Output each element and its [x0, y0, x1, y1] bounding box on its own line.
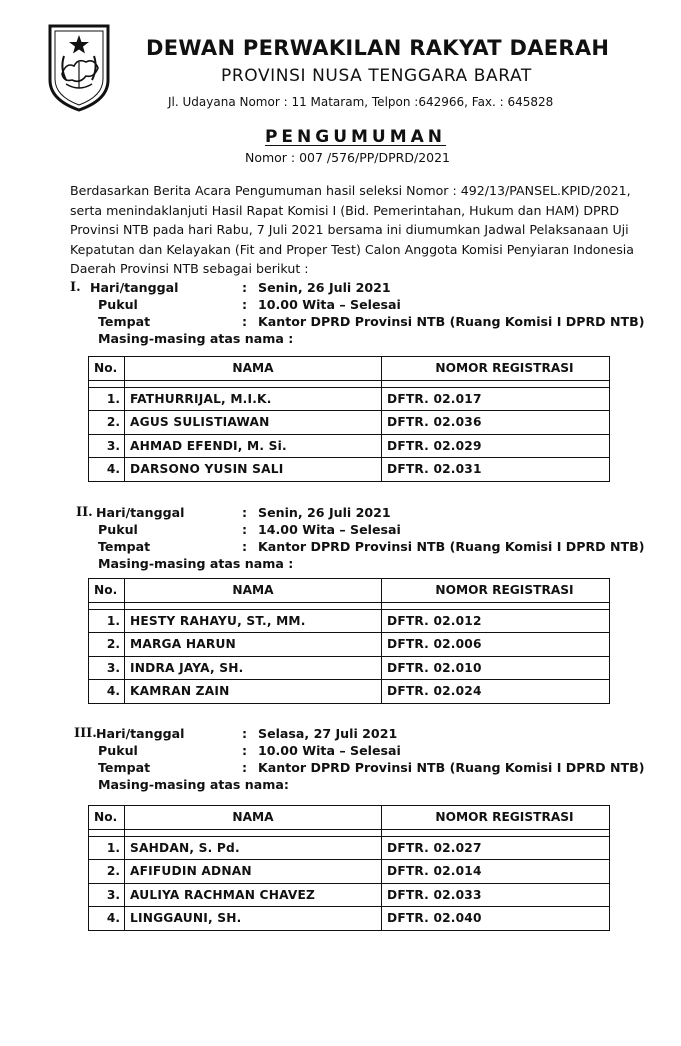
table-spacer-row — [89, 602, 610, 609]
row-number: 1. — [89, 609, 125, 633]
row-number: 4. — [89, 680, 125, 704]
names-label: Masing-masing atas nama: — [98, 777, 289, 792]
candidate-name: KAMRAN ZAIN — [125, 680, 382, 704]
column-header-registration: NOMOR REGISTRASI — [382, 357, 610, 381]
table-row — [89, 633, 610, 657]
session-time: 14.00 Wita – Selesai — [258, 522, 401, 537]
session-date: Senin, 26 Juli 2021 — [258, 505, 391, 520]
time-label: Pukul — [98, 743, 138, 758]
document-number: Nomor : 007 /576/PP/DPRD/2021 — [244, 150, 451, 165]
row-number: 4. — [89, 458, 125, 482]
column-header-registration: NOMOR REGISTRASI — [382, 579, 610, 603]
candidate-name: HESTY RAHAYU, ST., MM. — [125, 609, 382, 633]
row-number: 1. — [89, 387, 125, 411]
letterhead — [38, 18, 658, 108]
registration-table-1 — [88, 356, 610, 482]
time-label: Pukul — [98, 297, 138, 312]
schedule-session-3 — [70, 726, 650, 794]
table-row — [89, 609, 610, 633]
column-header-no: No. — [89, 579, 125, 603]
schedule-session-2 — [70, 505, 650, 573]
table-row — [89, 836, 610, 860]
candidate-name: SAHDAN, S. Pd. — [125, 836, 382, 860]
session-time: 10.00 Wita – Selesai — [258, 297, 401, 312]
address-line: Jl. Udayana Nomor : 11 Mataram, Telpon :642966, Fax. : 645828 — [168, 95, 554, 109]
names-label: Masing-masing atas nama : — [98, 556, 294, 571]
names-label: Masing-masing atas nama : — [98, 331, 294, 346]
column-header-no: No. — [89, 806, 125, 830]
candidate-name: AFIFUDIN ADNAN — [125, 860, 382, 884]
day-label: Hari/tanggal — [90, 280, 179, 295]
registration-number: DFTR. 02.006 — [382, 633, 610, 657]
table-row — [89, 656, 610, 680]
schedule-session-1 — [70, 280, 650, 348]
column-header-no: No. — [89, 357, 125, 381]
table-row — [89, 434, 610, 458]
session-date: Selasa, 27 Juli 2021 — [258, 726, 398, 741]
column-header-registration: NOMOR REGISTRASI — [382, 806, 610, 830]
registration-number: DFTR. 02.036 — [382, 411, 610, 435]
place-label: Tempat — [98, 539, 151, 554]
row-number: 3. — [89, 434, 125, 458]
colon: : — [242, 280, 248, 295]
registration-number: DFTR. 02.010 — [382, 656, 610, 680]
table-spacer-row — [89, 380, 610, 387]
ntb-emblem-icon — [44, 22, 114, 112]
intro-line: Daerah Provinsi NTB sebagai berikut : — [70, 261, 309, 277]
document-title: PENGUMUMAN — [264, 127, 447, 147]
session-place: Kantor DPRD Provinsi NTB (Ruang Komisi I DPRD NTB) — [258, 760, 645, 775]
registration-number: DFTR. 02.014 — [382, 860, 610, 884]
place-label: Tempat — [98, 314, 151, 329]
colon: : — [242, 314, 248, 329]
row-number: 2. — [89, 411, 125, 435]
place-label: Tempat — [98, 760, 151, 775]
intro-paragraph — [70, 181, 640, 279]
session-place: Kantor DPRD Provinsi NTB (Ruang Komisi I DPRD NTB) — [258, 314, 645, 329]
table-row — [89, 907, 610, 931]
colon: : — [242, 539, 248, 554]
colon: : — [242, 760, 248, 775]
candidate-name: AULIYA RACHMAN CHAVEZ — [125, 883, 382, 907]
candidate-name: LINGGAUNI, SH. — [125, 907, 382, 931]
registration-number: DFTR. 02.031 — [382, 458, 610, 482]
table-header-row — [89, 357, 610, 381]
colon: : — [242, 297, 248, 312]
column-header-name: NAMA — [125, 806, 382, 830]
registration-number: DFTR. 02.040 — [382, 907, 610, 931]
intro-line: Kepatutan dan Kelayakan (Fit and Proper Test) Calon Anggota Komisi Penyiaran Indonesia — [70, 241, 635, 257]
candidate-name: DARSONO YUSIN SALI — [125, 458, 382, 482]
candidate-name: FATHURRIJAL, M.I.K. — [125, 387, 382, 411]
intro-line: serta menindaklanjuti Hasil Rapat Komisi I (Bid. Pemerintahan, Hukum dan HAM) DPRD — [70, 202, 620, 218]
institution-name: DEWAN PERWAKILAN RAKYAT DAERAH — [146, 36, 610, 60]
candidate-name: AHMAD EFENDI, M. Si. — [125, 434, 382, 458]
registration-number: DFTR. 02.024 — [382, 680, 610, 704]
row-number: 2. — [89, 633, 125, 657]
session-numeral: III. — [74, 726, 97, 741]
table-row — [89, 458, 610, 482]
colon: : — [242, 522, 248, 537]
session-date: Senin, 26 Juli 2021 — [258, 280, 391, 295]
session-numeral: I. — [70, 280, 81, 295]
session-place: Kantor DPRD Provinsi NTB (Ruang Komisi I DPRD NTB) — [258, 539, 645, 554]
column-header-name: NAMA — [125, 357, 382, 381]
registration-number: DFTR. 02.012 — [382, 609, 610, 633]
row-number: 3. — [89, 656, 125, 680]
candidate-name: INDRA JAYA, SH. — [125, 656, 382, 680]
registration-number: DFTR. 02.017 — [382, 387, 610, 411]
time-label: Pukul — [98, 522, 138, 537]
registration-number: DFTR. 02.029 — [382, 434, 610, 458]
row-number: 4. — [89, 907, 125, 931]
day-label: Hari/tanggal — [96, 726, 185, 741]
table-header-row — [89, 579, 610, 603]
registration-table-2 — [88, 578, 610, 704]
day-label: Hari/tanggal — [96, 505, 185, 520]
province-name: PROVINSI NUSA TENGGARA BARAT — [221, 66, 532, 86]
candidate-name: AGUS SULISTIAWAN — [125, 411, 382, 435]
column-header-name: NAMA — [125, 579, 382, 603]
table-header-row — [89, 806, 610, 830]
intro-line: Provinsi NTB pada hari Rabu, 7 Juli 2021 bersama ini diumumkan Jadwal Pelaksanaan Uji — [70, 222, 629, 238]
colon: : — [242, 726, 248, 741]
registration-number: DFTR. 02.033 — [382, 883, 610, 907]
table-spacer-row — [89, 829, 610, 836]
intro-line: Berdasarkan Berita Acara Pengumuman hasil seleksi Nomor : 492/13/PANSEL.KPID/2021, — [70, 183, 631, 198]
row-number: 2. — [89, 860, 125, 884]
table-row — [89, 680, 610, 704]
candidate-name: MARGA HARUN — [125, 633, 382, 657]
table-row — [89, 883, 610, 907]
row-number: 1. — [89, 836, 125, 860]
registration-number: DFTR. 02.027 — [382, 836, 610, 860]
colon: : — [242, 505, 248, 520]
table-row — [89, 411, 610, 435]
row-number: 3. — [89, 883, 125, 907]
table-row — [89, 387, 610, 411]
table-row — [89, 860, 610, 884]
session-numeral: II. — [76, 505, 93, 520]
registration-table-3 — [88, 805, 610, 931]
colon: : — [242, 743, 248, 758]
session-time: 10.00 Wita – Selesai — [258, 743, 401, 758]
